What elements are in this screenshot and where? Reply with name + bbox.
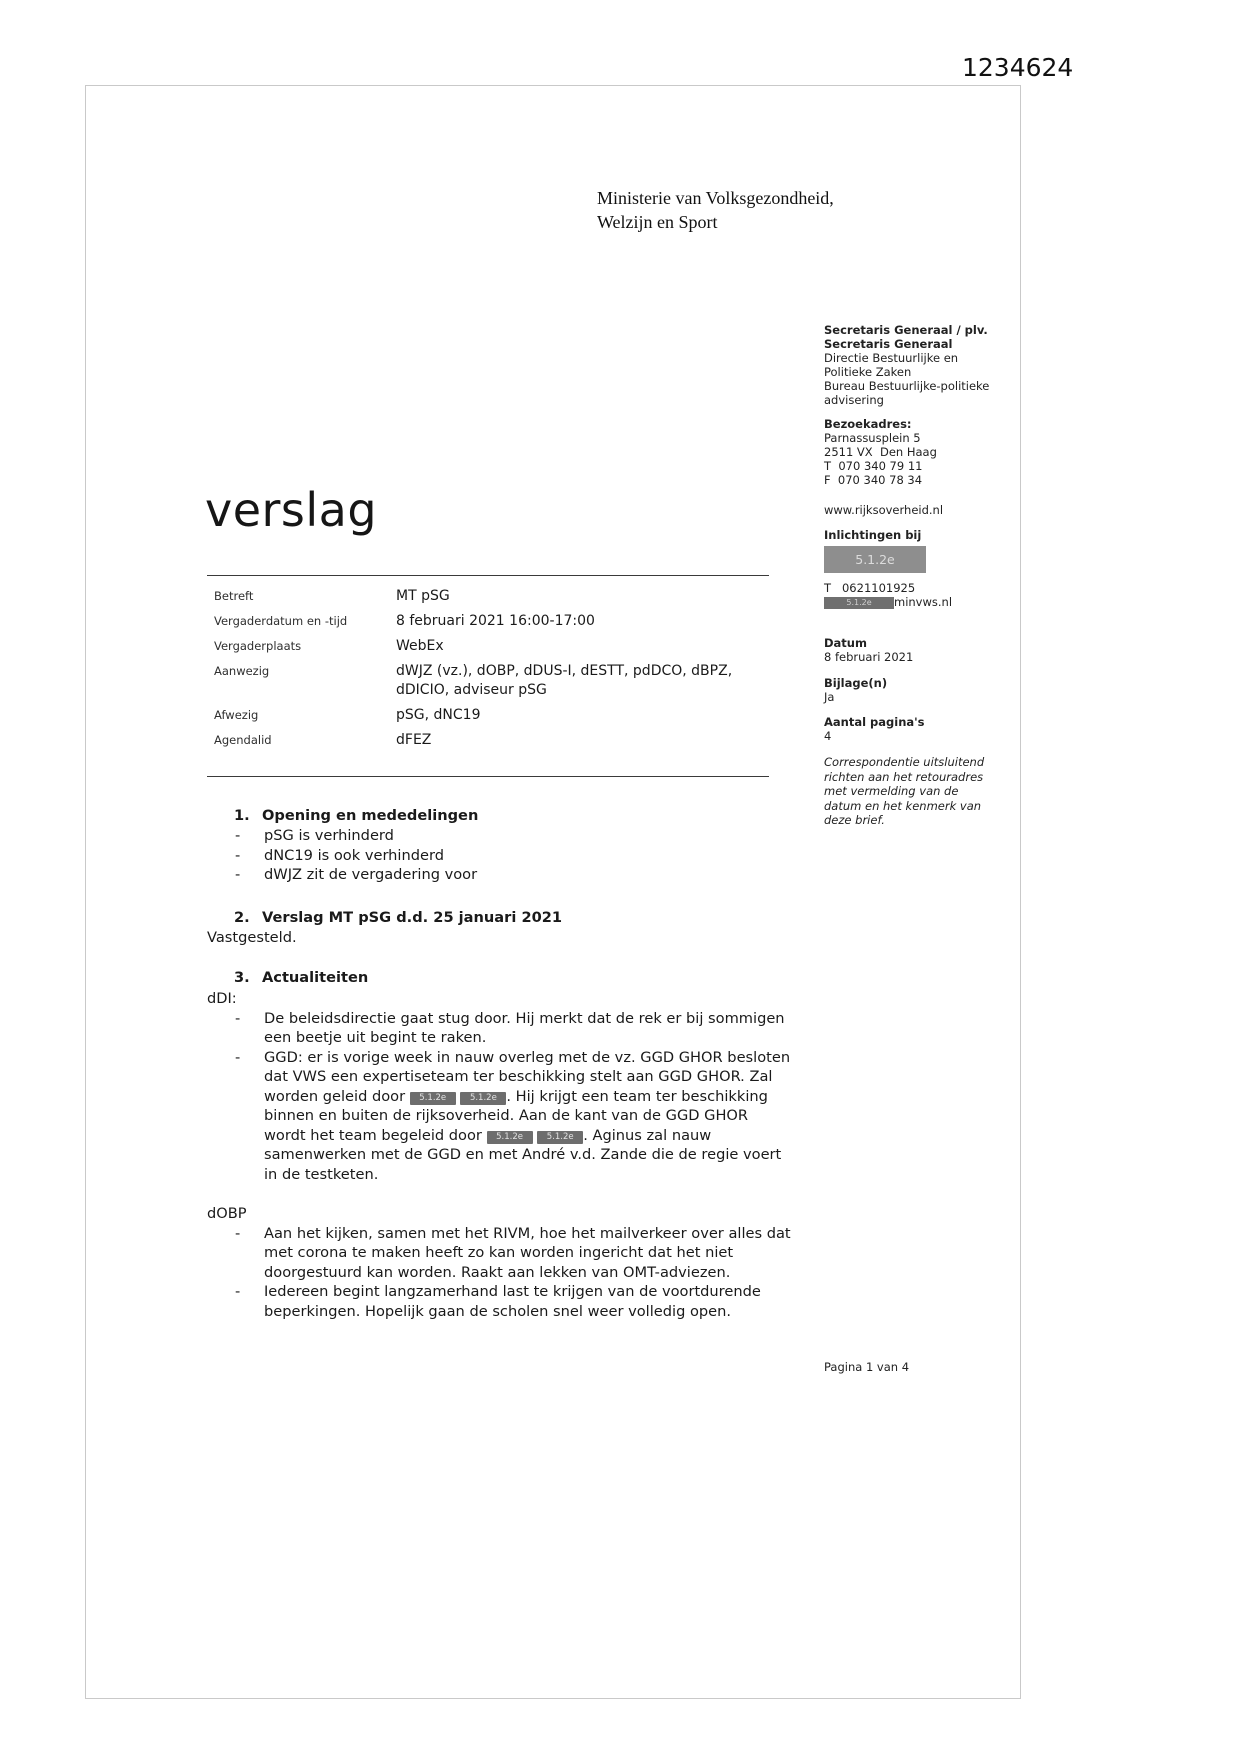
date-value: 8 februari 2021 xyxy=(824,650,914,664)
table-row xyxy=(207,587,769,606)
email-suffix: minvws.nl xyxy=(894,595,953,609)
meta-value-plaats: WebEx xyxy=(396,638,444,654)
ministry-wordmark xyxy=(597,186,834,234)
table-row xyxy=(207,662,769,700)
list-item xyxy=(207,1224,799,1283)
meta-value-agendalid: dFEZ xyxy=(396,732,432,748)
text-segment: . Hij krijgt een team ter beschikking binnen en buiten de rijksoverheid. Aan de kant van de GGD GHOR wordt het team begeleid door xyxy=(264,1087,768,1144)
visit-address-label: Bezoekadres: xyxy=(824,417,912,431)
redaction-badge: 5.1.2e xyxy=(460,1092,506,1105)
text-segment: . Aginus zal nauw samenwerken met de GGD en met André v.d. Zande die de regie voert in de testketen. xyxy=(264,1126,782,1183)
text-segment: GGD: er is vorige week in nauw overleg met de vz. GGD GHOR besloten dat VWS een expertiseteam ter beschikking stelt aan GGD GHOR. Zal worden geleid door xyxy=(264,1048,791,1105)
document-title: verslag xyxy=(205,483,378,537)
list-item-text: - De beleidsdirectie gaat stug door. Hij merkt dat de rek er bij sommigen een beetje uit begint te raken. xyxy=(264,1009,785,1046)
subsection-dobp-label: dOBP xyxy=(207,1205,247,1222)
section-2-title: Verslag MT pSG d.d. 25 januari 2021 xyxy=(262,908,563,926)
redaction-badge: 5.1.2e xyxy=(410,1092,456,1105)
list-item xyxy=(207,1009,799,1048)
inquiries-label: Inlichtingen bij xyxy=(824,528,922,542)
section-1-title: Opening en mededelingen xyxy=(262,807,479,824)
sidebar-unit-name: Secretaris Generaal / plv. Secretaris Generaal xyxy=(824,323,988,351)
meta-label-afwezig: Afwezig xyxy=(214,708,259,722)
meta-label-plaats: Vergaderplaats xyxy=(214,639,302,653)
sidebar-directie: Directie Bestuurlijke en Politieke Zaken xyxy=(824,351,959,379)
address-phone: T 070 340 79 11 xyxy=(824,459,923,473)
list-item-text: - dNC19 is ook verhinderd xyxy=(264,846,444,864)
address-city: 2511 VX Den Haag xyxy=(824,445,937,459)
meeting-meta-table xyxy=(207,575,769,777)
list-item xyxy=(207,846,799,866)
table-row xyxy=(207,706,769,725)
list-item-text-redacted xyxy=(264,1048,794,1185)
list-item-text: - Iedereen begint langzamerhand last te krijgen van de voortdurende beperkingen. Hopelijk gaan de scholen snel weer volledig open. xyxy=(264,1283,761,1320)
section-2-paragraph: Vastgesteld. xyxy=(207,928,297,946)
meta-value-betreft: MT pSG xyxy=(396,588,450,604)
section-1-heading xyxy=(207,806,799,826)
list-item-text: - dWJZ zit de vergadering voor xyxy=(264,866,478,883)
minutes-body xyxy=(207,806,799,1321)
meta-label-betreft: Betreft xyxy=(214,589,254,603)
letterhead-sidebar xyxy=(824,323,996,828)
ministry-line-1: Ministerie van Volksgezondheid, xyxy=(597,188,834,208)
section-2-number: 2. xyxy=(234,908,250,926)
page-indicator: Pagina 1 van 4 xyxy=(824,1360,910,1374)
correspondence-note: Correspondentie uitsluitend richten aan het retouradres met vermelding van de datum en het kenmerk van deze brief. xyxy=(824,755,985,827)
section-1-number: 1. xyxy=(234,807,250,824)
meta-value-aanwezig: dWJZ (vz.), dOBP, dDUS-I, dESTT, pdDCO, dBPZ, dDICIO, adviseur pSG xyxy=(396,663,733,698)
meta-label-aanwezig: Aanwezig xyxy=(214,664,270,678)
section-2-heading xyxy=(207,908,799,928)
section-3-title: Actualiteiten xyxy=(262,969,369,986)
table-row xyxy=(207,612,769,631)
section-3-number: 3. xyxy=(234,969,250,986)
address-street: Parnassusplein 5 xyxy=(824,431,921,445)
attachments-value: Ja xyxy=(824,690,835,704)
table-row xyxy=(207,637,769,656)
website-url: www.rijksoverheid.nl xyxy=(824,503,944,517)
page-count-label: Aantal pagina's xyxy=(824,715,925,729)
redaction-badge: 5.1.2e xyxy=(537,1131,583,1144)
attachments-label: Bijlage(n) xyxy=(824,676,888,690)
address-fax: F 070 340 78 34 xyxy=(824,473,923,487)
contact-phone: T 0621101925 xyxy=(824,581,916,595)
list-item xyxy=(207,826,799,846)
meta-value-afwezig: pSG, dNC19 xyxy=(396,707,481,723)
redaction-box-email: 5.1.2e xyxy=(824,597,894,609)
contact-email-line xyxy=(824,595,996,609)
list-item xyxy=(207,1282,799,1321)
meta-value-datum-tijd: 8 februari 2021 16:00-17:00 xyxy=(396,613,595,629)
subsection-ddi-label: dDI: xyxy=(207,990,237,1007)
list-item xyxy=(207,1048,799,1185)
meta-label-datum-tijd: Vergaderdatum en -tijd xyxy=(214,614,348,628)
list-item xyxy=(207,865,799,885)
list-item-text: - pSG is verhinderd xyxy=(264,827,394,844)
ministry-line-2: Welzijn en Sport xyxy=(597,212,718,232)
list-item-text: - Aan het kijken, samen met het RIVM, hoe het mailverkeer over alles dat met corona te maken heeft zo kan worden ingericht dat het niet doorgestuurd kan worden. Raakt aan lekken van OMT-adviezen. xyxy=(264,1224,791,1281)
section-3-heading xyxy=(207,968,799,988)
meta-label-agendalid: Agendalid xyxy=(214,733,272,747)
document-number: 1234624 xyxy=(962,53,1074,82)
redaction-badge: 5.1.2e xyxy=(487,1131,533,1144)
table-row xyxy=(207,731,769,750)
redaction-box-contact: 5.1.2e xyxy=(824,546,926,573)
date-label: Datum xyxy=(824,636,867,650)
sidebar-bureau: Bureau Bestuurlijke-politieke advisering xyxy=(824,379,990,407)
page-count-value: 4 xyxy=(824,729,832,743)
